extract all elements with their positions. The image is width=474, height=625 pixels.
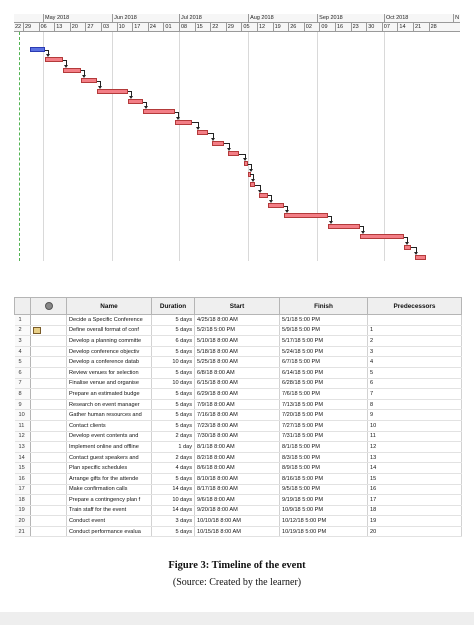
finish-cell[interactable]: 5/24/18 5:00 PM: [280, 346, 368, 357]
dependency-arrow: [227, 148, 231, 151]
dependency-arrow: [269, 200, 273, 203]
gantt-task-bar[interactable]: [404, 245, 411, 250]
start-cell[interactable]: 7/23/18 8:00 AM: [195, 420, 280, 431]
week-label: 08: [179, 23, 195, 31]
task-name-cell[interactable]: Prepare an estimated budge: [67, 389, 152, 400]
task-name-cell[interactable]: Train staff for the event: [67, 505, 152, 516]
table-row[interactable]: [15, 389, 462, 400]
month-gridline: [112, 32, 113, 261]
table-row[interactable]: [15, 315, 462, 326]
finish-cell[interactable]: 7/6/18 5:00 PM: [280, 389, 368, 400]
predecessors-cell[interactable]: 3: [368, 346, 462, 357]
duration-cell[interactable]: 14 days: [152, 505, 195, 516]
month-label: Aug 2018: [248, 14, 317, 22]
finish-cell[interactable]: 8/16/18 5:00 PM: [280, 473, 368, 484]
indicator-cell[interactable]: [31, 325, 67, 336]
row-id-cell[interactable]: 18: [15, 495, 31, 506]
predecessors-cell[interactable]: 19: [368, 516, 462, 527]
gantt-task-bar[interactable]: [360, 234, 405, 239]
indicators-header[interactable]: [31, 298, 67, 315]
dependency-arrow: [211, 138, 215, 141]
finish-cell[interactable]: 5/1/18 5:00 PM: [280, 315, 368, 326]
table-row[interactable]: [15, 463, 462, 474]
week-label: 29: [226, 23, 242, 31]
dependency-arrow: [98, 86, 102, 89]
dependency-arrow: [249, 169, 253, 172]
table-row[interactable]: [15, 495, 462, 506]
start-cell[interactable]: 9/20/18 8:00 AM: [195, 505, 280, 516]
week-label: 22: [210, 23, 226, 31]
duration-cell[interactable]: 1 day: [152, 442, 195, 453]
gantt-task-bar[interactable]: [81, 78, 97, 83]
dependency-arrow: [82, 75, 86, 78]
week-label: 12: [257, 23, 273, 31]
month-gridline: [384, 32, 385, 261]
task-table-wrapper: [14, 297, 461, 537]
duration-cell[interactable]: 5 days: [152, 410, 195, 421]
start-cell[interactable]: 5/10/18 8:00 AM: [195, 336, 280, 347]
row-id-cell[interactable]: 1: [15, 315, 31, 326]
start-cell[interactable]: 10/10/18 8:00 AM: [195, 516, 280, 527]
duration-cell[interactable]: 5 days: [152, 315, 195, 326]
month-label: Oct 2018: [384, 14, 453, 22]
row-id-cell[interactable]: 6: [15, 367, 31, 378]
indicator-cell[interactable]: [31, 346, 67, 357]
week-label: 10: [117, 23, 133, 31]
predecessors-cell[interactable]: 18: [368, 505, 462, 516]
gantt-task-bar[interactable]: [30, 47, 46, 52]
row-id-cell[interactable]: 19: [15, 505, 31, 516]
row-id-cell[interactable]: 2: [15, 325, 31, 336]
table-row[interactable]: [15, 378, 462, 389]
start-cell[interactable]: 6/8/18 8:00 AM: [195, 367, 280, 378]
week-label: 21: [413, 23, 429, 31]
indicator-cell[interactable]: [31, 315, 67, 326]
start-cell[interactable]: 6/29/18 8:00 AM: [195, 389, 280, 400]
task-name-cell[interactable]: Contact guest speakers and: [67, 452, 152, 463]
finish-cell[interactable]: 8/9/18 5:00 PM: [280, 463, 368, 474]
dependency-arrow: [243, 158, 247, 161]
month-label: Jun 2018: [112, 14, 179, 22]
predecessors-cell[interactable]: 17: [368, 495, 462, 506]
predecessors-cell[interactable]: 15: [368, 473, 462, 484]
dependency-arrow: [196, 127, 200, 130]
start-cell[interactable]: 10/15/18 8:00 AM: [195, 526, 280, 537]
task-name-cell[interactable]: Conduct performance evalua: [67, 526, 152, 537]
table-row[interactable]: [15, 484, 462, 495]
table-row[interactable]: [15, 516, 462, 527]
finish-cell[interactable]: 8/3/18 5:00 PM: [280, 452, 368, 463]
finish-header[interactable]: Finish: [280, 298, 368, 315]
predecessors-cell[interactable]: 4: [368, 357, 462, 368]
week-label: 02: [304, 23, 320, 31]
indicator-cell[interactable]: [31, 505, 67, 516]
task-name-cell[interactable]: Develop a planning committe: [67, 336, 152, 347]
week-label: 17: [132, 23, 148, 31]
predecessors-cell[interactable]: 6: [368, 378, 462, 389]
table-header-row: [15, 298, 462, 315]
table-row[interactable]: [15, 367, 462, 378]
duration-cell[interactable]: 10 days: [152, 378, 195, 389]
finish-cell[interactable]: 5/9/18 5:00 PM: [280, 325, 368, 336]
start-cell[interactable]: 5/2/18 5:00 PM: [195, 325, 280, 336]
indicator-cell[interactable]: [31, 399, 67, 410]
start-cell[interactable]: 7/9/18 8:00 AM: [195, 399, 280, 410]
table-row[interactable]: [15, 336, 462, 347]
table-row[interactable]: [15, 473, 462, 484]
gantt-task-bar[interactable]: [197, 130, 208, 135]
indicator-cell[interactable]: [31, 389, 67, 400]
table-row[interactable]: [15, 399, 462, 410]
task-name-cell[interactable]: Implement online and offline: [67, 442, 152, 453]
duration-cell[interactable]: 10 days: [152, 495, 195, 506]
dependency-arrow: [285, 210, 289, 213]
dependency-arrow: [64, 65, 68, 68]
table-row[interactable]: [15, 357, 462, 368]
finish-cell[interactable]: 6/14/18 5:00 PM: [280, 367, 368, 378]
gantt-task-bar[interactable]: [212, 141, 223, 146]
table-row[interactable]: [15, 346, 462, 357]
duration-cell[interactable]: 5 days: [152, 526, 195, 537]
start-cell[interactable]: 8/2/18 8:00 AM: [195, 452, 280, 463]
task-name-cell[interactable]: Contact clients: [67, 420, 152, 431]
indicator-cell[interactable]: [31, 526, 67, 537]
task-name-cell[interactable]: Prepare a contingency plan f: [67, 495, 152, 506]
week-label: 20: [70, 23, 86, 31]
finish-cell[interactable]: 6/28/18 5:00 PM: [280, 378, 368, 389]
finish-cell[interactable]: 8/1/18 5:00 PM: [280, 442, 368, 453]
gantt-chart: [14, 14, 460, 261]
week-label: 15: [195, 23, 211, 31]
week-label: 05: [241, 23, 257, 31]
predecessors-cell[interactable]: 14: [368, 463, 462, 474]
task-name-cell[interactable]: Decide a Specific Conference: [67, 315, 152, 326]
gantt-task-bar[interactable]: [97, 89, 128, 94]
predecessors-cell[interactable]: 10: [368, 420, 462, 431]
week-label: 30: [366, 23, 382, 31]
start-cell[interactable]: 8/10/18 8:00 AM: [195, 473, 280, 484]
start-cell[interactable]: 6/15/18 8:00 AM: [195, 378, 280, 389]
task-name-cell[interactable]: Plan specific schedules: [67, 463, 152, 474]
timescale-months: [14, 14, 460, 23]
indicator-cell[interactable]: [31, 367, 67, 378]
dependency-arrow: [46, 54, 50, 57]
info-icon: [45, 302, 53, 310]
month-gridline: [179, 32, 180, 261]
predecessors-cell[interactable]: 20: [368, 526, 462, 537]
finish-cell[interactable]: 5/17/18 5:00 PM: [280, 336, 368, 347]
month-gridline: [317, 32, 318, 261]
dependency-arrow: [258, 190, 262, 193]
month-label: N: [455, 15, 460, 21]
week-label: 29: [23, 23, 39, 31]
predecessors-cell[interactable]: 11: [368, 431, 462, 442]
row-id-cell[interactable]: 13: [15, 442, 31, 453]
week-label: 09: [319, 23, 335, 31]
indicator-cell[interactable]: [31, 378, 67, 389]
week-label: 22: [15, 24, 22, 30]
finish-cell[interactable]: 7/27/18 5:00 PM: [280, 420, 368, 431]
week-label: 27: [85, 23, 101, 31]
week-label: 16: [335, 23, 351, 31]
table-row[interactable]: [15, 452, 462, 463]
indicator-cell[interactable]: [31, 442, 67, 453]
start-cell[interactable]: 7/16/18 8:00 AM: [195, 410, 280, 421]
week-label: 14: [397, 23, 413, 31]
week-label: 26: [288, 23, 304, 31]
dependency-arrow: [176, 117, 180, 120]
start-cell[interactable]: 5/25/18 8:00 AM: [195, 357, 280, 368]
predecessors-cell[interactable]: 16: [368, 484, 462, 495]
task-name-cell[interactable]: Make confirmation calls: [67, 484, 152, 495]
finish-cell[interactable]: 6/7/18 5:00 PM: [280, 357, 368, 368]
timescale-weeks: [14, 23, 460, 32]
gantt-task-bar[interactable]: [415, 255, 426, 260]
predecessors-cell[interactable]: 5: [368, 367, 462, 378]
row-id-cell[interactable]: 3: [15, 336, 31, 347]
task-name-cell[interactable]: Review venues for selection: [67, 367, 152, 378]
task-name-cell[interactable]: Develop event contents and: [67, 431, 152, 442]
indicator-cell[interactable]: [31, 420, 67, 431]
predecessors-header[interactable]: Predecessors: [368, 298, 462, 315]
row-id-cell[interactable]: 8: [15, 389, 31, 400]
timescale: [14, 14, 460, 32]
duration-cell[interactable]: 14 days: [152, 484, 195, 495]
month-label: Sep 2018: [317, 14, 384, 22]
indicator-cell[interactable]: [31, 357, 67, 368]
row-id-cell[interactable]: 12: [15, 431, 31, 442]
gantt-task-bar[interactable]: [63, 68, 81, 73]
duration-cell[interactable]: 10 days: [152, 357, 195, 368]
month-label: Jul 2018: [179, 14, 248, 22]
indicator-cell[interactable]: [31, 431, 67, 442]
table-row[interactable]: [15, 526, 462, 537]
indicator-cell[interactable]: [31, 336, 67, 347]
task-name-cell[interactable]: Finalise venue and organise: [67, 378, 152, 389]
name-header[interactable]: Name: [67, 298, 152, 315]
indicator-cell[interactable]: [31, 495, 67, 506]
dependency-arrow: [144, 106, 148, 109]
note-icon[interactable]: [33, 327, 41, 334]
start-cell[interactable]: 9/6/18 8:00 AM: [195, 495, 280, 506]
week-label: 19: [273, 23, 289, 31]
figure-source: (Source: Created by the learner): [172, 577, 302, 588]
indicator-cell[interactable]: [31, 484, 67, 495]
dependency-arrow: [414, 252, 418, 255]
duration-cell[interactable]: 2 days: [152, 431, 195, 442]
start-cell[interactable]: 8/1/18 8:00 AM: [195, 442, 280, 453]
task-name-cell[interactable]: Develop a conference datab: [67, 357, 152, 368]
finish-cell[interactable]: 7/31/18 5:00 PM: [280, 431, 368, 442]
finish-cell[interactable]: 10/9/18 5:00 PM: [280, 505, 368, 516]
gantt-task-bar[interactable]: [328, 224, 359, 229]
start-cell[interactable]: 5/18/18 8:00 AM: [195, 346, 280, 357]
finish-cell[interactable]: 9/19/18 5:00 PM: [280, 495, 368, 506]
finish-cell[interactable]: 10/12/18 5:00 PM: [280, 516, 368, 527]
duration-cell[interactable]: 5 days: [152, 346, 195, 357]
table-row[interactable]: [15, 505, 462, 516]
predecessors-cell[interactable]: [368, 315, 462, 326]
week-label: 13: [54, 23, 70, 31]
row-id-cell[interactable]: 14: [15, 452, 31, 463]
indicator-cell[interactable]: [31, 463, 67, 474]
task-name-cell[interactable]: Gather human resources and: [67, 410, 152, 421]
duration-header[interactable]: Duration: [152, 298, 195, 315]
task-name-cell[interactable]: Research on event manager: [67, 399, 152, 410]
duration-cell[interactable]: 5 days: [152, 420, 195, 431]
start-header[interactable]: Start: [195, 298, 280, 315]
week-label: 06: [39, 23, 55, 31]
task-name-cell[interactable]: Conduct event: [67, 516, 152, 527]
week-label: 24: [148, 23, 164, 31]
dependency-arrow: [129, 96, 133, 99]
predecessors-cell[interactable]: 12: [368, 442, 462, 453]
row-id-cell[interactable]: 20: [15, 516, 31, 527]
row-id-cell[interactable]: 7: [15, 378, 31, 389]
task-table: [14, 297, 462, 537]
duration-cell[interactable]: 5 days: [152, 325, 195, 336]
finish-cell[interactable]: 7/20/18 5:00 PM: [280, 410, 368, 421]
predecessors-cell[interactable]: 7: [368, 389, 462, 400]
row-id-cell[interactable]: 16: [15, 473, 31, 484]
gantt-task-bar[interactable]: [268, 203, 284, 208]
row-id-header[interactable]: [15, 298, 31, 315]
finish-cell[interactable]: 7/13/18 5:00 PM: [280, 399, 368, 410]
indicator-cell[interactable]: [31, 516, 67, 527]
table-row[interactable]: [15, 420, 462, 431]
table-row[interactable]: [15, 325, 462, 336]
week-label: 07: [382, 23, 398, 31]
predecessors-cell[interactable]: 1: [368, 325, 462, 336]
indicator-cell[interactable]: [31, 452, 67, 463]
dependency-arrow: [405, 242, 409, 245]
duration-cell[interactable]: 6 days: [152, 336, 195, 347]
finish-cell[interactable]: 10/19/18 5:00 PM: [280, 526, 368, 537]
task-name-cell[interactable]: Define overall format of conf: [67, 325, 152, 336]
indicator-cell[interactable]: [31, 473, 67, 484]
finish-cell[interactable]: 9/5/18 5:00 PM: [280, 484, 368, 495]
predecessors-cell[interactable]: 9: [368, 410, 462, 421]
duration-cell[interactable]: 3 days: [152, 516, 195, 527]
gantt-task-bar[interactable]: [45, 57, 63, 62]
start-cell[interactable]: 8/6/18 8:00 AM: [195, 463, 280, 474]
row-id-cell[interactable]: 9: [15, 399, 31, 410]
start-cell[interactable]: 7/30/18 8:00 AM: [195, 431, 280, 442]
gantt-task-bar[interactable]: [228, 151, 239, 156]
week-label: 23: [351, 23, 367, 31]
figure-caption: Figure 3: Timeline of the event: [168, 560, 306, 571]
week-label: 28: [429, 23, 445, 31]
row-id-cell[interactable]: 5: [15, 357, 31, 368]
month-gridline: [248, 32, 249, 261]
duration-cell[interactable]: 5 days: [152, 473, 195, 484]
duration-cell[interactable]: 5 days: [152, 367, 195, 378]
gantt-task-bar[interactable]: [143, 109, 174, 114]
predecessors-cell[interactable]: 2: [368, 336, 462, 347]
row-id-cell[interactable]: 21: [15, 526, 31, 537]
task-name-cell[interactable]: Arrange gifts for the attende: [67, 473, 152, 484]
duration-cell[interactable]: 5 days: [152, 399, 195, 410]
month-gridline: [43, 32, 44, 261]
table-row[interactable]: [15, 410, 462, 421]
dependency-arrow: [251, 179, 255, 182]
dependency-arrow: [329, 221, 333, 224]
table-row[interactable]: [15, 442, 462, 453]
status-date-line: [19, 32, 20, 261]
row-id-cell[interactable]: 17: [15, 484, 31, 495]
dependency-arrow: [361, 231, 365, 234]
gantt-task-bar[interactable]: [128, 99, 144, 104]
gantt-task-bar[interactable]: [284, 213, 329, 218]
week-label: 03: [101, 23, 117, 31]
start-cell[interactable]: 4/25/18 8:00 AM: [195, 315, 280, 326]
task-name-cell[interactable]: Develop conference objectiv: [67, 346, 152, 357]
gantt-bar-area: [14, 32, 460, 261]
page-bottom-strip: [0, 612, 474, 625]
duration-cell[interactable]: 4 days: [152, 463, 195, 474]
gantt-task-bar[interactable]: [259, 193, 268, 198]
row-id-cell[interactable]: 4: [15, 346, 31, 357]
predecessors-cell[interactable]: 8: [368, 399, 462, 410]
predecessors-cell[interactable]: 13: [368, 452, 462, 463]
row-id-cell[interactable]: 10: [15, 410, 31, 421]
table-row[interactable]: [15, 431, 462, 442]
row-id-cell[interactable]: 15: [15, 463, 31, 474]
start-cell[interactable]: 8/17/18 8:00 AM: [195, 484, 280, 495]
month-label: May 2018: [43, 14, 112, 22]
indicator-cell[interactable]: [31, 410, 67, 421]
gantt-task-bar[interactable]: [175, 120, 193, 125]
row-id-cell[interactable]: 11: [15, 420, 31, 431]
week-label: 01: [163, 23, 179, 31]
duration-cell[interactable]: 5 days: [152, 389, 195, 400]
duration-cell[interactable]: 2 days: [152, 452, 195, 463]
